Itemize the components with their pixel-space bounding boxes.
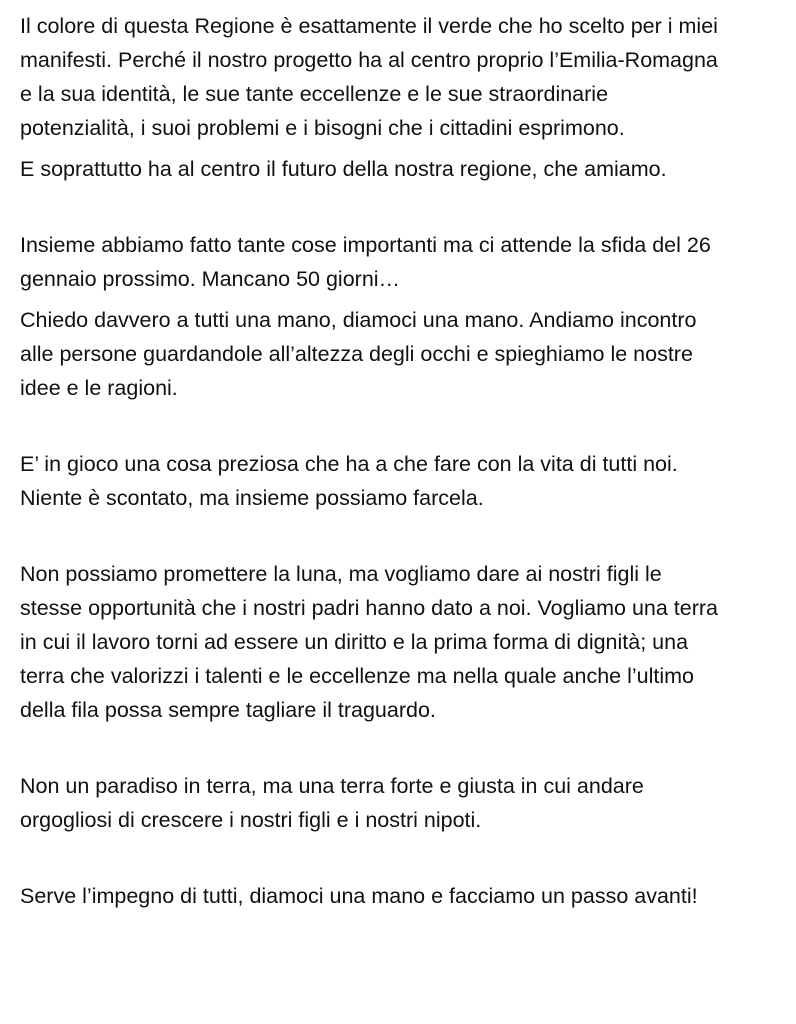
text-line: Non possiamo promettere la luna, ma vogliamo dare ai nostri figli le bbox=[20, 562, 662, 586]
text-line: Niente è scontato, ma insieme possiamo farcela. bbox=[20, 486, 484, 510]
text-line: Il colore di questa Regione è esattamente il verde che ho scelto per i miei bbox=[20, 14, 718, 38]
paragraph-7 bbox=[20, 769, 792, 837]
text-line: della fila possa sempre tagliare il traguardo. bbox=[20, 698, 436, 722]
text-line: E’ in gioco una cosa preziosa che ha a che fare con la vita di tutti noi. bbox=[20, 452, 678, 476]
text-line: e la sua identità, le sue tante eccellenze e le sue straordinarie bbox=[20, 82, 609, 106]
text-line: idee e le ragioni. bbox=[20, 376, 178, 400]
text-line: Non un paradiso in terra, ma una terra forte e giusta in cui andare bbox=[20, 774, 644, 798]
text-line: manifesti. Perché il nostro progetto ha al centro proprio l’Emilia-Romagna bbox=[20, 48, 718, 72]
paragraph-1 bbox=[20, 9, 792, 145]
paragraph-6 bbox=[20, 557, 792, 727]
paragraph-3 bbox=[20, 228, 792, 296]
text-line: in cui il lavoro torni ad essere un diritto e la prima forma di dignità; una bbox=[20, 630, 689, 654]
text-line: E soprattutto ha al centro il futuro della nostra regione, che amiamo. bbox=[20, 157, 667, 181]
text-line: orgogliosi di crescere i nostri figli e i nostri nipoti. bbox=[20, 808, 482, 832]
paragraph-2 bbox=[20, 152, 792, 186]
text-line: alle persone guardandole all’altezza degli occhi e spieghiamo le nostre bbox=[20, 342, 693, 366]
document-body bbox=[20, 9, 792, 913]
text-line: Insieme abbiamo fatto tante cose importanti ma ci attende la sfida del 26 bbox=[20, 233, 711, 257]
text-line: Serve l’impegno di tutti, diamoci una mano e facciamo un passo avanti! bbox=[20, 884, 698, 908]
paragraph-8 bbox=[20, 879, 792, 913]
text-line: Chiedo davvero a tutti una mano, diamoci una mano. Andiamo incontro bbox=[20, 308, 697, 332]
text-line: terra che valorizzi i talenti e le eccellenze ma nella quale anche l’ultimo bbox=[20, 664, 695, 688]
paragraph-5 bbox=[20, 447, 792, 515]
paragraph-4 bbox=[20, 303, 792, 405]
text-line: gennaio prossimo. Mancano 50 giorni… bbox=[20, 267, 401, 291]
text-line: stesse opportunità che i nostri padri hanno dato a noi. Vogliamo una terra bbox=[20, 596, 719, 620]
text-line: potenzialità, i suoi problemi e i bisogni che i cittadini esprimono. bbox=[20, 116, 625, 140]
